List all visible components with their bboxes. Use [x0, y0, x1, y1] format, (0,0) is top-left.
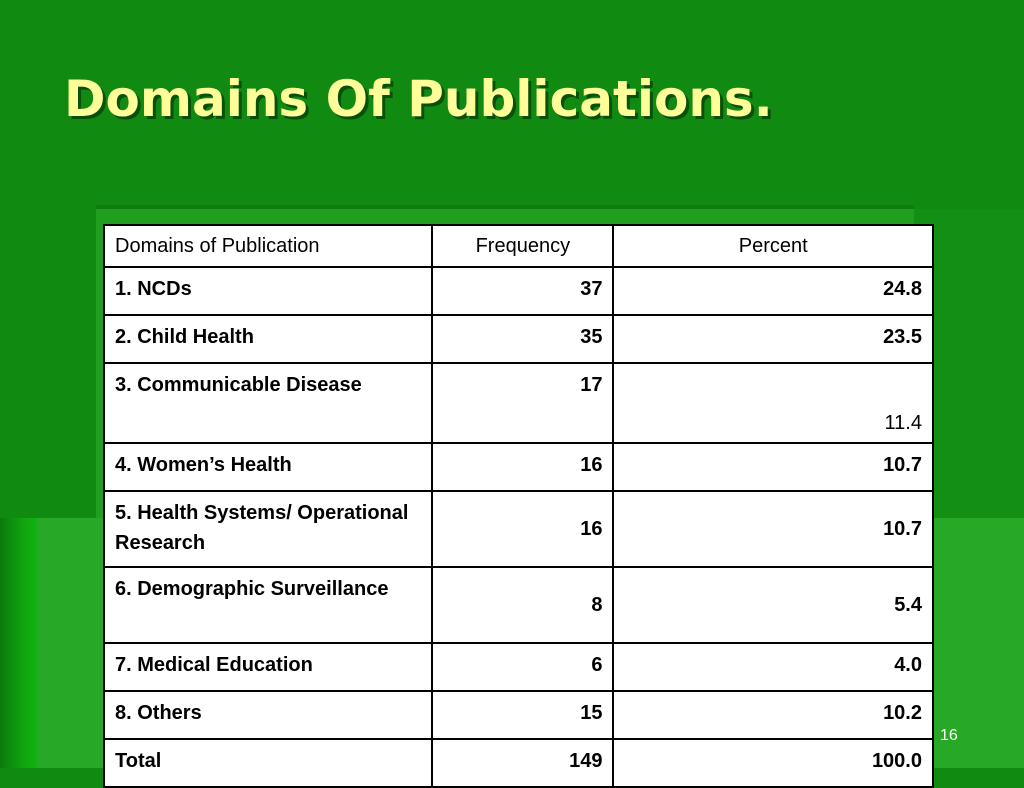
row-domain: 6. Demographic Surveillance [104, 567, 432, 643]
row-domain: 5. Health Systems/ Operational Research [104, 491, 432, 567]
page-number: 16 [940, 727, 958, 744]
row-frequency: 8 [432, 567, 613, 643]
table-row [104, 567, 933, 643]
row-percent: 10.7 [613, 491, 933, 567]
row-frequency: 15 [432, 691, 613, 739]
table-header-row [104, 225, 933, 267]
row-frequency: 6 [432, 643, 613, 691]
row-domain: 2. Child Health [104, 315, 432, 363]
publications-table [103, 224, 934, 788]
table-row [104, 643, 933, 691]
background-panel-edge [96, 205, 914, 209]
row-frequency: 37 [432, 267, 613, 315]
header-percent: Percent [613, 225, 933, 267]
slide-title: Domains Of Publications. [64, 70, 773, 128]
table-row [104, 267, 933, 315]
total-label: Total [104, 739, 432, 787]
row-domain: 3. Communicable Disease [104, 363, 432, 443]
row-percent: 10.2 [613, 691, 933, 739]
table-row [104, 491, 933, 567]
row-frequency: 35 [432, 315, 613, 363]
row-percent: 11.4 [613, 363, 933, 443]
row-domain: 7. Medical Education [104, 643, 432, 691]
row-frequency: 16 [432, 491, 613, 567]
table-row [104, 443, 933, 491]
total-frequency: 149 [432, 739, 613, 787]
table-row [104, 691, 933, 739]
table-row [104, 315, 933, 363]
row-domain: 1. NCDs [104, 267, 432, 315]
row-percent: 23.5 [613, 315, 933, 363]
row-percent: 24.8 [613, 267, 933, 315]
table-row [104, 363, 933, 443]
row-frequency: 17 [432, 363, 613, 443]
row-percent: 5.4 [613, 567, 933, 643]
header-frequency: Frequency [432, 225, 613, 267]
table-total-row [104, 739, 933, 787]
row-domain: 4. Women’s Health [104, 443, 432, 491]
row-frequency: 16 [432, 443, 613, 491]
row-percent: 4.0 [613, 643, 933, 691]
total-percent: 100.0 [613, 739, 933, 787]
row-domain: 8. Others [104, 691, 432, 739]
header-domain: Domains of Publication [104, 225, 432, 267]
background-left-strip [0, 518, 38, 768]
row-percent: 10.7 [613, 443, 933, 491]
